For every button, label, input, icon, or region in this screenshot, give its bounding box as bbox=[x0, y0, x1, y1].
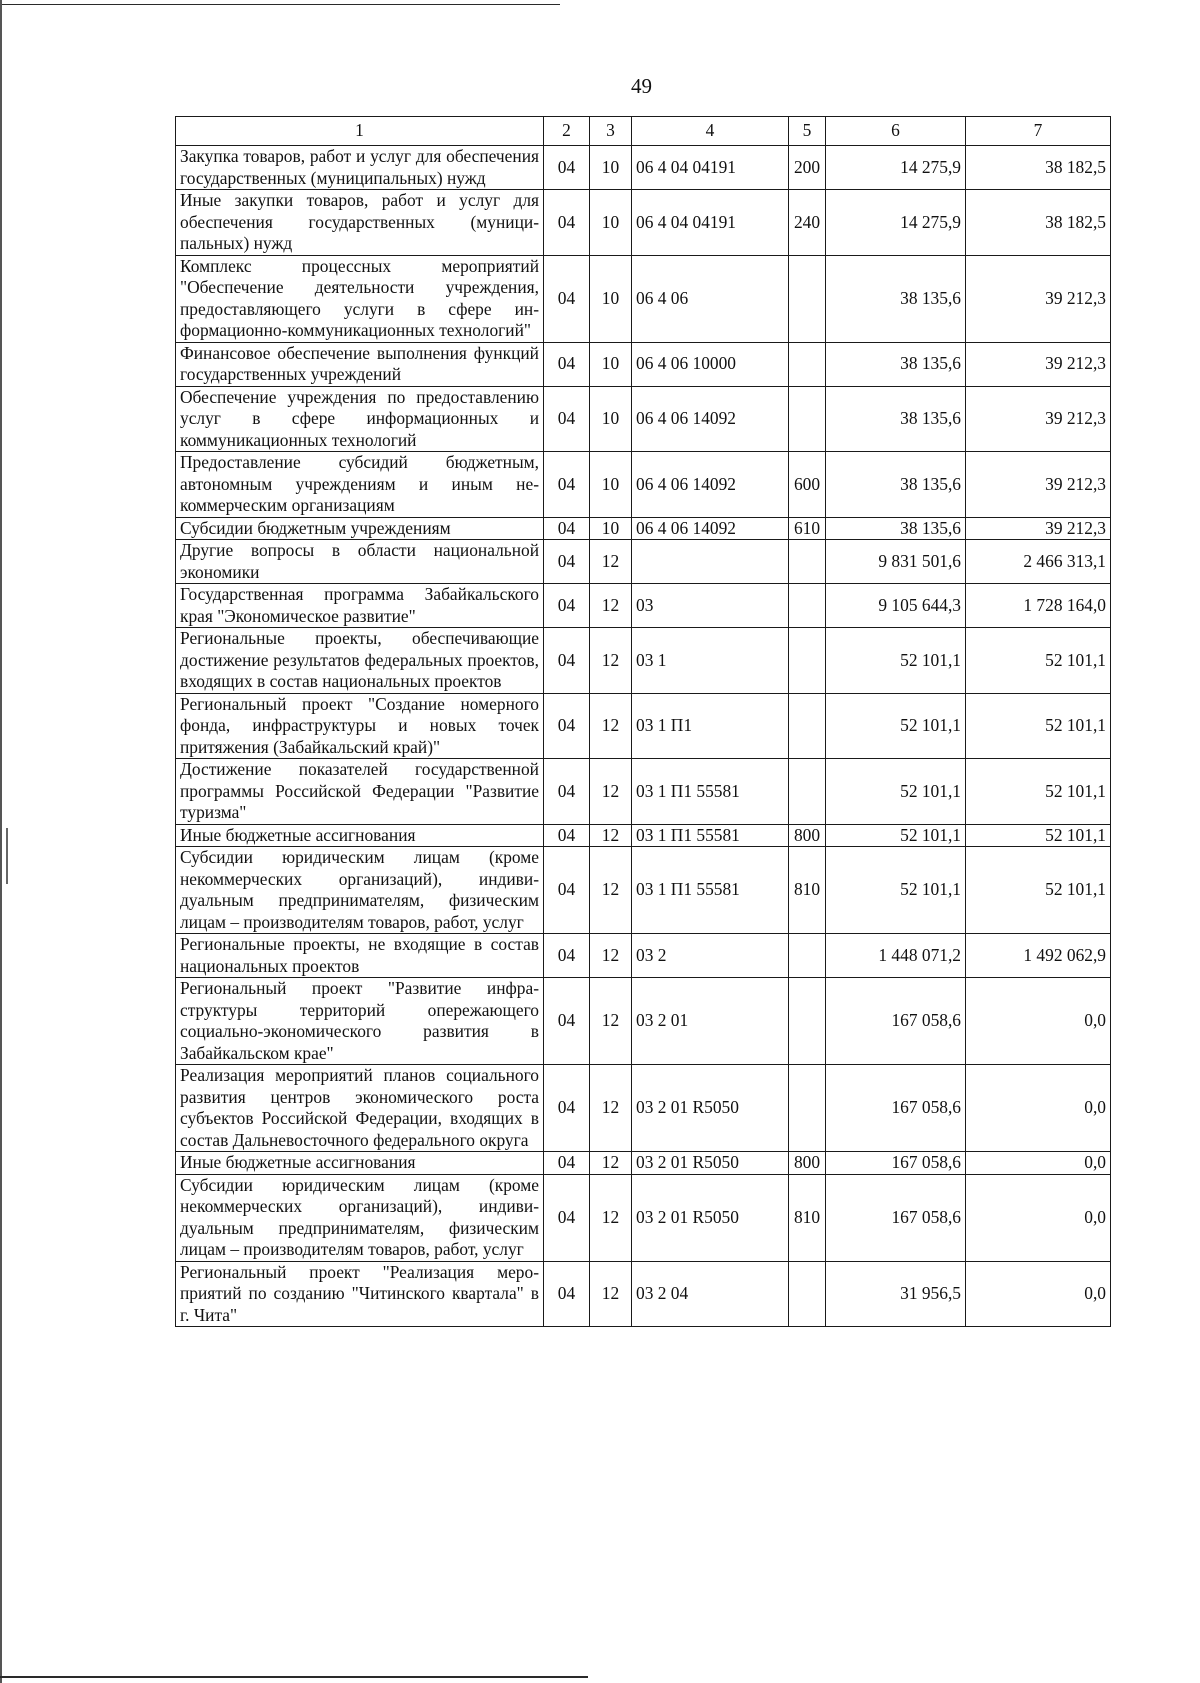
section-code-cell: 04 bbox=[544, 847, 590, 934]
section-code-cell: 04 bbox=[544, 342, 590, 386]
header-cell-col1: 1 bbox=[176, 117, 544, 146]
amount-col7-cell: 0,0 bbox=[966, 978, 1111, 1065]
amount-col6-cell: 52 101,1 bbox=[826, 759, 966, 825]
table-body bbox=[176, 117, 1111, 1327]
row-name-cell: Достижение показателей государственной программы Российской Федерации "Развитие туризма" bbox=[176, 759, 544, 825]
expense-type-cell: 810 bbox=[789, 1174, 826, 1261]
target-article-cell: 06 4 06 10000 bbox=[632, 342, 789, 386]
target-article-cell: 03 1 П1 55581 bbox=[632, 759, 789, 825]
row-name-cell: Финансовое обеспечение выполнения функций государственных учреждений bbox=[176, 342, 544, 386]
amount-col6-cell: 167 058,6 bbox=[826, 1174, 966, 1261]
row-name-cell: Региональный проект "Создание номерного фонда, инфраструктуры и новых точек притяжения (Забайкальский край)" bbox=[176, 693, 544, 759]
budget-table bbox=[175, 116, 1111, 1327]
row-name-cell: Комплекс процессных мероприятий "Обеспечение деятельности учреждения, предоставляющего услуги в сфере информационно-коммуникационных технологий" bbox=[176, 255, 544, 342]
table-row bbox=[176, 1261, 1111, 1327]
expense-type-cell: 800 bbox=[789, 1152, 826, 1175]
target-article-cell: 03 2 01 R5050 bbox=[632, 1065, 789, 1152]
section-code-cell: 04 bbox=[544, 824, 590, 847]
section-code-cell: 04 bbox=[544, 1152, 590, 1175]
amount-col6-cell: 38 135,6 bbox=[826, 386, 966, 452]
subsection-code-cell: 12 bbox=[590, 978, 632, 1065]
expense-type-cell bbox=[789, 1065, 826, 1152]
section-code-cell: 04 bbox=[544, 1261, 590, 1327]
target-article-cell: 03 2 01 bbox=[632, 978, 789, 1065]
scan-edge-bottom bbox=[0, 1676, 588, 1678]
target-article-cell: 06 4 06 14092 bbox=[632, 386, 789, 452]
amount-col7-cell: 39 212,3 bbox=[966, 386, 1111, 452]
subsection-code-cell: 12 bbox=[590, 1261, 632, 1327]
target-article-cell: 03 1 П1 55581 bbox=[632, 847, 789, 934]
expense-type-cell bbox=[789, 342, 826, 386]
expense-type-cell bbox=[789, 255, 826, 342]
row-name-cell: Реализация мероприятий планов социального развития центров экономического роста субъектов Российской Федерации, входящих в состав Дальневосточного федерального округа bbox=[176, 1065, 544, 1152]
amount-col6-cell: 14 275,9 bbox=[826, 146, 966, 190]
expense-type-cell bbox=[789, 978, 826, 1065]
table-row bbox=[176, 255, 1111, 342]
table-row bbox=[176, 1065, 1111, 1152]
table-row bbox=[176, 386, 1111, 452]
amount-col7-cell: 39 212,3 bbox=[966, 255, 1111, 342]
expense-type-cell: 240 bbox=[789, 190, 826, 256]
subsection-code-cell: 10 bbox=[590, 386, 632, 452]
amount-col6-cell: 38 135,6 bbox=[826, 255, 966, 342]
section-code-cell: 04 bbox=[544, 934, 590, 978]
subsection-code-cell: 12 bbox=[590, 584, 632, 628]
expense-type-cell: 610 bbox=[789, 517, 826, 540]
subsection-code-cell: 10 bbox=[590, 517, 632, 540]
target-article-cell: 03 2 01 R5050 bbox=[632, 1174, 789, 1261]
amount-col6-cell: 52 101,1 bbox=[826, 847, 966, 934]
target-article-cell bbox=[632, 540, 789, 584]
target-article-cell: 06 4 04 04191 bbox=[632, 190, 789, 256]
row-name-cell: Региональные проекты, обеспечивающие достижение результатов федеральных проектов, входящих в состав национальных проектов bbox=[176, 628, 544, 694]
amount-col7-cell: 0,0 bbox=[966, 1174, 1111, 1261]
section-code-cell: 04 bbox=[544, 452, 590, 518]
amount-col6-cell: 38 135,6 bbox=[826, 517, 966, 540]
section-code-cell: 04 bbox=[544, 517, 590, 540]
row-name-cell: Иные бюджетные ассигнования bbox=[176, 824, 544, 847]
table-row bbox=[176, 584, 1111, 628]
amount-col6-cell: 167 058,6 bbox=[826, 1152, 966, 1175]
target-article-cell: 03 1 bbox=[632, 628, 789, 694]
page-number: 49 bbox=[631, 74, 652, 98]
amount-col6-cell: 52 101,1 bbox=[826, 693, 966, 759]
subsection-code-cell: 12 bbox=[590, 693, 632, 759]
amount-col7-cell: 0,0 bbox=[966, 1261, 1111, 1327]
amount-col7-cell: 0,0 bbox=[966, 1065, 1111, 1152]
section-code-cell: 04 bbox=[544, 978, 590, 1065]
amount-col7-cell: 39 212,3 bbox=[966, 342, 1111, 386]
row-name-cell: Предоставление субсидий бюджетным, автономным учреждениям и иным некоммерческим организациям bbox=[176, 452, 544, 518]
table-row bbox=[176, 517, 1111, 540]
table-row bbox=[176, 628, 1111, 694]
section-code-cell: 04 bbox=[544, 759, 590, 825]
expense-type-cell: 800 bbox=[789, 824, 826, 847]
target-article-cell: 06 4 06 14092 bbox=[632, 452, 789, 518]
subsection-code-cell: 12 bbox=[590, 934, 632, 978]
expense-type-cell bbox=[789, 584, 826, 628]
amount-col6-cell: 52 101,1 bbox=[826, 824, 966, 847]
subsection-code-cell: 12 bbox=[590, 847, 632, 934]
section-code-cell: 04 bbox=[544, 1174, 590, 1261]
amount-col6-cell: 167 058,6 bbox=[826, 1065, 966, 1152]
table-row bbox=[176, 1152, 1111, 1175]
scan-edge-left bbox=[0, 0, 2, 1683]
subsection-code-cell: 10 bbox=[590, 452, 632, 518]
amount-col6-cell: 9 831 501,6 bbox=[826, 540, 966, 584]
subsection-code-cell: 12 bbox=[590, 1152, 632, 1175]
amount-col7-cell: 52 101,1 bbox=[966, 824, 1111, 847]
subsection-code-cell: 12 bbox=[590, 759, 632, 825]
header-cell-col7: 7 bbox=[966, 117, 1111, 146]
amount-col7-cell: 1 728 164,0 bbox=[966, 584, 1111, 628]
amount-col6-cell: 52 101,1 bbox=[826, 628, 966, 694]
amount-col7-cell: 39 212,3 bbox=[966, 517, 1111, 540]
amount-col7-cell: 39 212,3 bbox=[966, 452, 1111, 518]
expense-type-cell bbox=[789, 693, 826, 759]
amount-col7-cell: 0,0 bbox=[966, 1152, 1111, 1175]
target-article-cell: 03 2 bbox=[632, 934, 789, 978]
section-code-cell: 04 bbox=[544, 146, 590, 190]
table-row bbox=[176, 978, 1111, 1065]
row-name-cell: Региональный проект "Реализация мероприятий по созданию "Читинского квартала" в г. Чита" bbox=[176, 1261, 544, 1327]
table-row bbox=[176, 452, 1111, 518]
subsection-code-cell: 12 bbox=[590, 1065, 632, 1152]
header-cell-col5: 5 bbox=[789, 117, 826, 146]
table-row bbox=[176, 190, 1111, 256]
amount-col6-cell: 14 275,9 bbox=[826, 190, 966, 256]
amount-col6-cell: 1 448 071,2 bbox=[826, 934, 966, 978]
table-row bbox=[176, 1174, 1111, 1261]
amount-col6-cell: 38 135,6 bbox=[826, 452, 966, 518]
table-row bbox=[176, 824, 1111, 847]
table-header-row bbox=[176, 117, 1111, 146]
target-article-cell: 03 2 01 R5050 bbox=[632, 1152, 789, 1175]
target-article-cell: 06 4 06 14092 bbox=[632, 517, 789, 540]
target-article-cell: 03 1 П1 55581 bbox=[632, 824, 789, 847]
amount-col7-cell: 52 101,1 bbox=[966, 693, 1111, 759]
row-name-cell: Иные бюджетные ассигнования bbox=[176, 1152, 544, 1175]
amount-col7-cell: 52 101,1 bbox=[966, 759, 1111, 825]
subsection-code-cell: 12 bbox=[590, 1174, 632, 1261]
row-name-cell: Закупка товаров, работ и услуг для обеспечения государственных (муниципальных) нужд bbox=[176, 146, 544, 190]
expense-type-cell: 810 bbox=[789, 847, 826, 934]
amount-col7-cell: 2 466 313,1 bbox=[966, 540, 1111, 584]
section-code-cell: 04 bbox=[544, 584, 590, 628]
row-name-cell: Субсидии бюджетным учреждениям bbox=[176, 517, 544, 540]
amount-col6-cell: 9 105 644,3 bbox=[826, 584, 966, 628]
section-code-cell: 04 bbox=[544, 1065, 590, 1152]
scan-mark-left bbox=[6, 828, 8, 884]
expense-type-cell bbox=[789, 934, 826, 978]
header-cell-col3: 3 bbox=[590, 117, 632, 146]
amount-col7-cell: 38 182,5 bbox=[966, 190, 1111, 256]
expense-type-cell bbox=[789, 1261, 826, 1327]
target-article-cell: 06 4 06 bbox=[632, 255, 789, 342]
row-name-cell: Обеспечение учреждения по предоставлению услуг в сфере информационных и коммуникационных технологий bbox=[176, 386, 544, 452]
target-article-cell: 03 2 04 bbox=[632, 1261, 789, 1327]
table-row bbox=[176, 934, 1111, 978]
table-row bbox=[176, 342, 1111, 386]
subsection-code-cell: 12 bbox=[590, 824, 632, 847]
row-name-cell: Региональный проект "Развитие инфраструктуры территорий опережающего социально-экономического развития в Забайкальском крае" bbox=[176, 978, 544, 1065]
target-article-cell: 03 bbox=[632, 584, 789, 628]
header-cell-col2: 2 bbox=[544, 117, 590, 146]
table-row bbox=[176, 847, 1111, 934]
subsection-code-cell: 12 bbox=[590, 628, 632, 694]
subsection-code-cell: 10 bbox=[590, 146, 632, 190]
row-name-cell: Другие вопросы в области национальной экономики bbox=[176, 540, 544, 584]
row-name-cell: Иные закупки товаров, работ и услуг для обеспечения государственных (муниципальных) нужд bbox=[176, 190, 544, 256]
table-row bbox=[176, 540, 1111, 584]
expense-type-cell: 200 bbox=[789, 146, 826, 190]
amount-col7-cell: 38 182,5 bbox=[966, 146, 1111, 190]
amount-col7-cell: 52 101,1 bbox=[966, 628, 1111, 694]
amount-col6-cell: 38 135,6 bbox=[826, 342, 966, 386]
amount-col7-cell: 52 101,1 bbox=[966, 847, 1111, 934]
amount-col7-cell: 1 492 062,9 bbox=[966, 934, 1111, 978]
table-row bbox=[176, 693, 1111, 759]
row-name-cell: Региональные проекты, не входящие в состав национальных проектов bbox=[176, 934, 544, 978]
target-article-cell: 06 4 04 04191 bbox=[632, 146, 789, 190]
section-code-cell: 04 bbox=[544, 190, 590, 256]
expense-type-cell: 600 bbox=[789, 452, 826, 518]
subsection-code-cell: 10 bbox=[590, 190, 632, 256]
row-name-cell: Государственная программа Забайкальского края "Экономическое развитие" bbox=[176, 584, 544, 628]
section-code-cell: 04 bbox=[544, 255, 590, 342]
section-code-cell: 04 bbox=[544, 693, 590, 759]
table-row bbox=[176, 146, 1111, 190]
table-row bbox=[176, 759, 1111, 825]
section-code-cell: 04 bbox=[544, 386, 590, 452]
section-code-cell: 04 bbox=[544, 628, 590, 694]
row-name-cell: Субсидии юридическим лицам (кроме некоммерческих организаций), индивидуальным предпринимателям, физическим лицам – производителям товаров, работ, услуг bbox=[176, 847, 544, 934]
expense-type-cell bbox=[789, 540, 826, 584]
expense-type-cell bbox=[789, 386, 826, 452]
expense-type-cell bbox=[789, 759, 826, 825]
target-article-cell: 03 1 П1 bbox=[632, 693, 789, 759]
row-name-cell: Субсидии юридическим лицам (кроме некоммерческих организаций), индивидуальным предпринимателям, физическим лицам – производителям товаров, работ, услуг bbox=[176, 1174, 544, 1261]
subsection-code-cell: 10 bbox=[590, 342, 632, 386]
expense-type-cell bbox=[789, 628, 826, 694]
header-cell-col4: 4 bbox=[632, 117, 789, 146]
header-cell-col6: 6 bbox=[826, 117, 966, 146]
section-code-cell: 04 bbox=[544, 540, 590, 584]
scan-edge-top bbox=[0, 4, 560, 5]
amount-col6-cell: 167 058,6 bbox=[826, 978, 966, 1065]
amount-col6-cell: 31 956,5 bbox=[826, 1261, 966, 1327]
subsection-code-cell: 12 bbox=[590, 540, 632, 584]
subsection-code-cell: 10 bbox=[590, 255, 632, 342]
